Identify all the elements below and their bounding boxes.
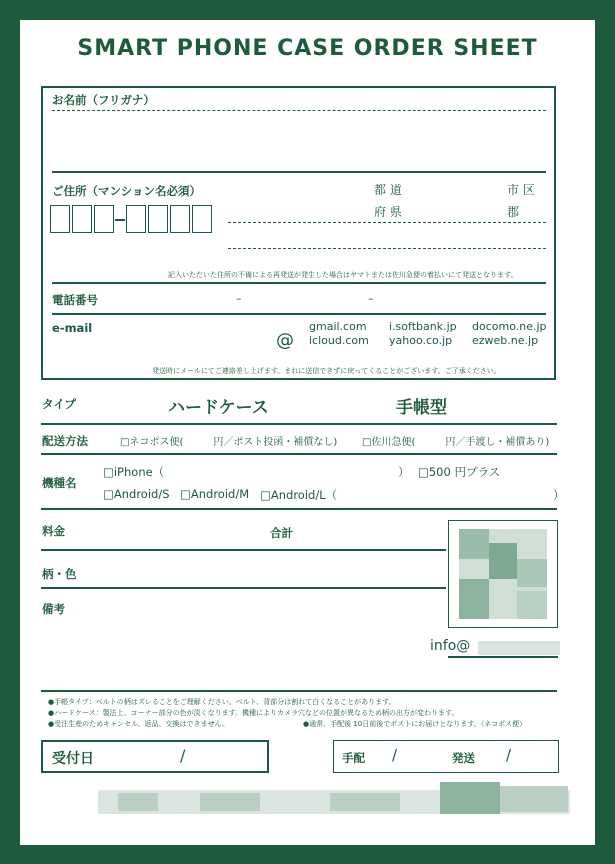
received-label: 受付日 [52, 751, 94, 767]
sheet-title: SMART PHONE CASE ORDER SHEET [77, 36, 538, 61]
address-label: ご住所（マンション名必須） [52, 184, 201, 198]
email-domain-ezweb: ezweb.ne.jp [472, 334, 539, 347]
prefecture-top-label: 都 道 [374, 183, 402, 197]
name-label: お名前（フリガナ） [52, 93, 155, 107]
type-option-hard[interactable]: ハードケース [168, 398, 269, 418]
model-option-android-l[interactable]: □Android/L（ [260, 488, 338, 502]
email-domain-docomo: docomo.ne.jp [472, 320, 547, 333]
qr-block [517, 591, 547, 619]
type-label: タイプ [42, 397, 76, 411]
qr-block [489, 543, 517, 579]
zip-box-5[interactable] [148, 205, 168, 233]
model-option-android-m[interactable]: □Android/M [180, 487, 250, 501]
zip-box-6[interactable] [170, 205, 190, 233]
blurred-block [330, 793, 400, 811]
phone-line[interactable] [52, 313, 546, 315]
notes-label: 備考 [42, 602, 65, 616]
arranged-label: 手配 [342, 751, 365, 765]
qr-block [459, 579, 489, 619]
blurred-block [200, 793, 260, 811]
phone-separator-1: – [236, 292, 242, 305]
total-label: 合計 [270, 526, 293, 540]
price-label: 料金 [42, 524, 65, 538]
shipping-option-nekopos[interactable]: □ネコポス便( 円／ポスト投函・補償なし) [120, 437, 338, 448]
zip-hyphen [115, 219, 125, 221]
type-option-notebook[interactable]: 手帳型 [396, 398, 447, 418]
footnote-3: ●受注生産のためキャンセル、返品、交換はできません。 [48, 720, 229, 728]
qr-frame [448, 520, 558, 628]
shipping-option-sagawa[interactable]: □佐川急便( 円／手渡し・補償あり) [362, 437, 550, 448]
pattern-label: 柄・色 [42, 567, 77, 581]
email-domain-gmail: gmail.com [309, 320, 367, 333]
zip-box-3[interactable] [94, 205, 114, 233]
zip-box-1[interactable] [50, 205, 70, 233]
email-label: e-mail [52, 321, 93, 335]
zip-box-2[interactable] [72, 205, 92, 233]
blurred-block [500, 786, 568, 812]
contact-email: info@ [430, 638, 471, 654]
address-bottom-line [52, 282, 546, 284]
qr-block [517, 559, 547, 587]
phone-label: 電話番号 [52, 293, 98, 307]
iphone-close-paren: ） [398, 465, 410, 479]
email-domain-softbank: i.softbank.jp [389, 320, 457, 333]
address-note: 記入いただいた住所の不備による再発送が発生した場合はヤマトまたは佐川急便の着払いにて発送となります。 [168, 271, 518, 279]
email-underline [448, 656, 558, 658]
footnote-4: ●通常、手配後 10日前後でポストにお届けとなります。（ネコポス便） [303, 720, 527, 728]
city-bottom-label: 郡 [507, 205, 520, 219]
footnote-1: ●手帳タイプ：ベルトの柄はズレることをご理解ください。ベルト、背部分は割れて白くなることがあります。 [48, 698, 396, 706]
notes-bottom-line [41, 690, 557, 692]
pattern-line[interactable] [41, 587, 446, 589]
footnote-2: ●ハードケース：製法上、コーナー部分の色が淡くなります。機種によりカメラ穴などの位置が異なるため柄の出方が変わります。 [48, 709, 459, 717]
qr-block [459, 529, 489, 559]
at-sign: @ [276, 330, 294, 351]
row-divider [41, 508, 557, 510]
arrangement-box[interactable] [333, 740, 559, 773]
row-divider [41, 453, 557, 455]
price-line[interactable] [41, 549, 446, 551]
model-option-iphone[interactable]: □iPhone（ [103, 465, 165, 479]
arranged-slash: / [392, 746, 398, 764]
model-label: 機種名 [42, 476, 77, 490]
blurred-domain [478, 641, 560, 655]
furigana-line [52, 110, 546, 111]
city-top-label: 市 区 [507, 183, 535, 197]
blurred-block [118, 793, 158, 811]
plus-500-option[interactable]: □500 円プラス [418, 465, 501, 479]
android-close-paren: ） [553, 488, 565, 502]
blurred-block [440, 782, 500, 814]
model-option-android-s[interactable]: □Android/S [103, 487, 170, 501]
address-line-1 [228, 222, 546, 223]
prefecture-bottom-label: 府 県 [374, 205, 402, 219]
zip-box-7[interactable] [192, 205, 212, 233]
ship-slash: / [506, 746, 512, 764]
email-domain-icloud: icloud.com [309, 334, 369, 347]
zip-box-4[interactable] [126, 205, 146, 233]
row-divider [41, 423, 557, 425]
qr-code [459, 529, 547, 619]
email-note: 発送時にメールにてご連絡差し上げます。まれに送信できずに戻ってくることがございます。ご了承ください。 [152, 367, 501, 375]
ship-label: 発送 [452, 751, 475, 765]
shipping-label: 配送方法 [42, 434, 88, 448]
name-line[interactable] [52, 171, 546, 173]
phone-separator-2: – [368, 292, 374, 305]
email-domain-yahoo: yahoo.co.jp [389, 334, 453, 347]
address-line-2 [228, 248, 546, 249]
received-slash: / [180, 746, 186, 765]
